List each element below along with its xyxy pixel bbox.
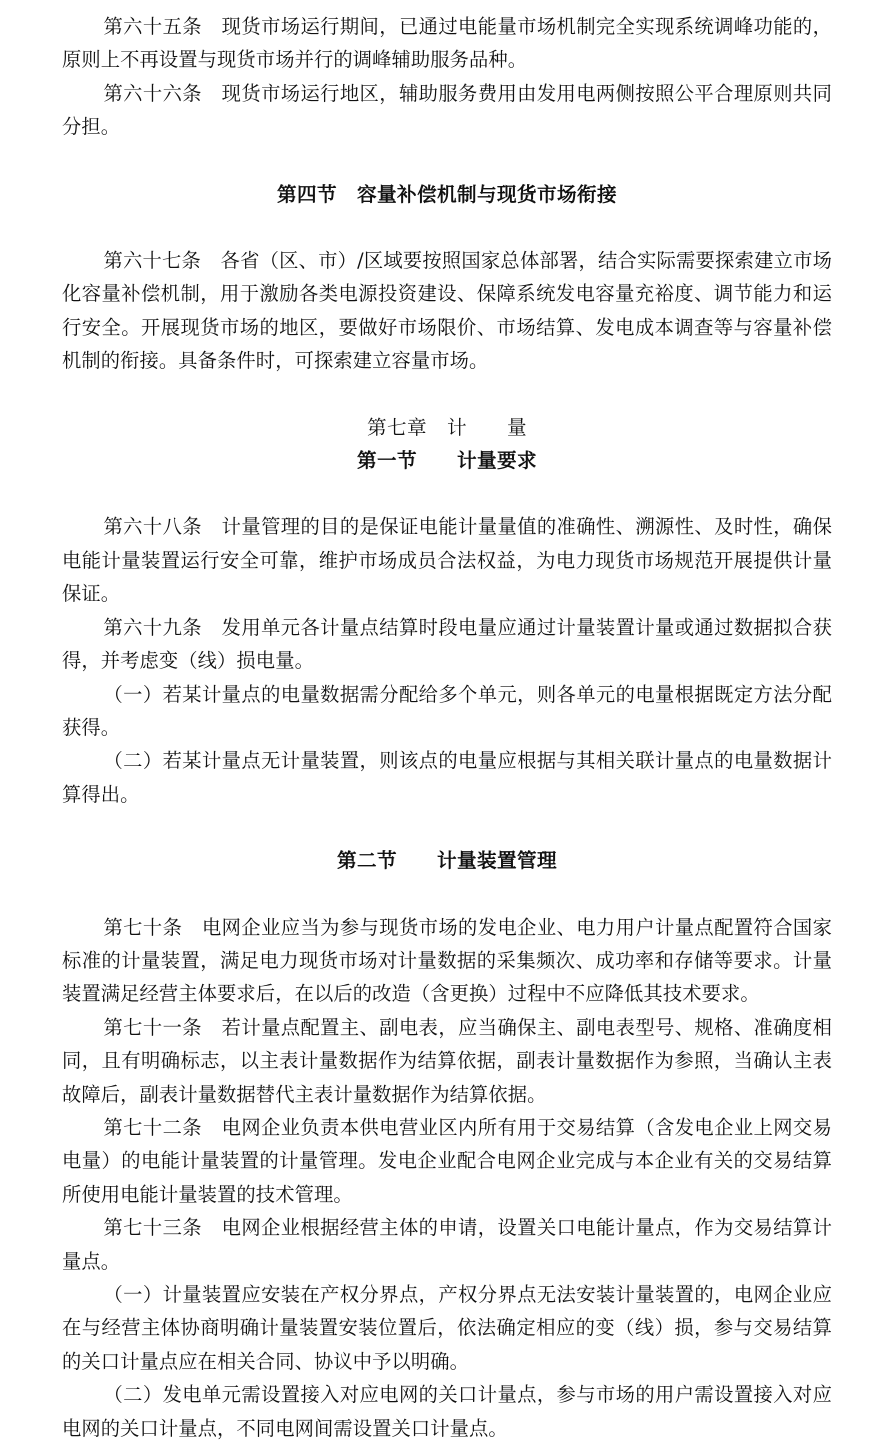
heading-chapter-7: 第七章 计 量 [367, 415, 527, 439]
heading-section-4: 第四节 容量补偿机制与现货市场衔接 [277, 182, 617, 206]
paragraph-article-68: 第六十八条 计量管理的目的是保证电能计量量值的准确性、溯源性、及时性，确保电能计量装置运行安全可靠，维护市场成员合法权益，为电力现货市场规范开展提供计量保证。 [62, 515, 832, 606]
paragraph-article-71: 第七十一条 若计量点配置主、副电表，应当确保主、副电表型号、规格、准确度相同，且有明确标志，以主表计量数据作为结算依据，副表计量数据作为参照，当确认主表故障后，副表计量数据替代主表计量数据作为结算依据。 [62, 1015, 832, 1106]
paragraph-article-73-item-2: （二）发电单元需设置接入对应电网的关口计量点，参与市场的用户需设置接入对应电网的关口计量点，不同电网间需设置关口计量点。 [62, 1383, 832, 1440]
spacer [62, 878, 832, 911]
paragraph-article-69-item-2: （二）若某计量点无计量装置，则该点的电量应根据与其相关联计量点的电量数据计算得出。 [62, 749, 832, 806]
paragraph-article-70: 第七十条 电网企业应当为参与现货市场的发电企业、电力用户计量点配置符合国家标准的计量装置，满足电力现货市场对计量数据的采集频次、成功率和存储等要求。计量装置满足经营主体要求后，在以后的改造（含更换）过程中不应降低其技术要求。 [62, 915, 832, 1006]
heading-section-2: 第二节 计量装置管理 [337, 849, 557, 873]
paragraph-article-67: 第六十七条 各省（区、市）/区域要按照国家总体部署，结合实际需要探索建立市场化容量补偿机制，用于激励各类电源投资建设、保障系统发电容量充裕度、调节能力和运行安全。开展现货市场的地区，要做好市场限价、市场结算、发电成本调查等与容量补偿机制的衔接。具备条件时，可探索建立容量市场。 [62, 249, 832, 373]
spacer [62, 144, 832, 178]
paragraph-article-66: 第六十六条 现货市场运行地区，辅助服务费用由发用电两侧按照公平合理原则共同分担。 [62, 81, 832, 139]
spacer [62, 477, 832, 510]
paragraph-article-65: 第六十五条 现货市场运行期间，已通过电能量市场机制完全实现系统调峰功能的，原则上不再设置与现货市场并行的调峰辅助服务品种。 [62, 15, 832, 72]
paragraph-article-69-item-1: （一）若某计量点的电量数据需分配给多个单元，则各单元的电量根据既定方法分配获得。 [62, 682, 832, 739]
spacer [62, 378, 832, 411]
paragraph-article-73: 第七十三条 电网企业根据经营主体的申请，设置关口电能计量点，作为交易结算计量点。 [62, 1216, 832, 1273]
spacer [62, 811, 832, 844]
heading-section-1: 第一节 计量要求 [357, 449, 537, 473]
paragraph-article-69: 第六十九条 发用单元各计量点结算时段电量应通过计量装置计量或通过数据拟合获得，并考虑变（线）损电量。 [62, 615, 832, 673]
paragraph-article-73-item-1: （一）计量装置应安装在产权分界点，产权分界点无法安装计量装置的，电网企业应在与经营主体协商明确计量装置安装位置后，依法确定相应的变（线）损，参与交易结算的关口计量点应在相关合同、协议中予以明确。 [62, 1283, 832, 1373]
spacer [62, 211, 832, 244]
paragraph-article-72: 第七十二条 电网企业负责本供电营业区内所有用于交易结算（含发电企业上网交易电量）的电能计量装置的计量管理。发电企业配合电网企业完成与本企业有关的交易结算所使用电能计量装置的技术管理。 [62, 1115, 832, 1206]
